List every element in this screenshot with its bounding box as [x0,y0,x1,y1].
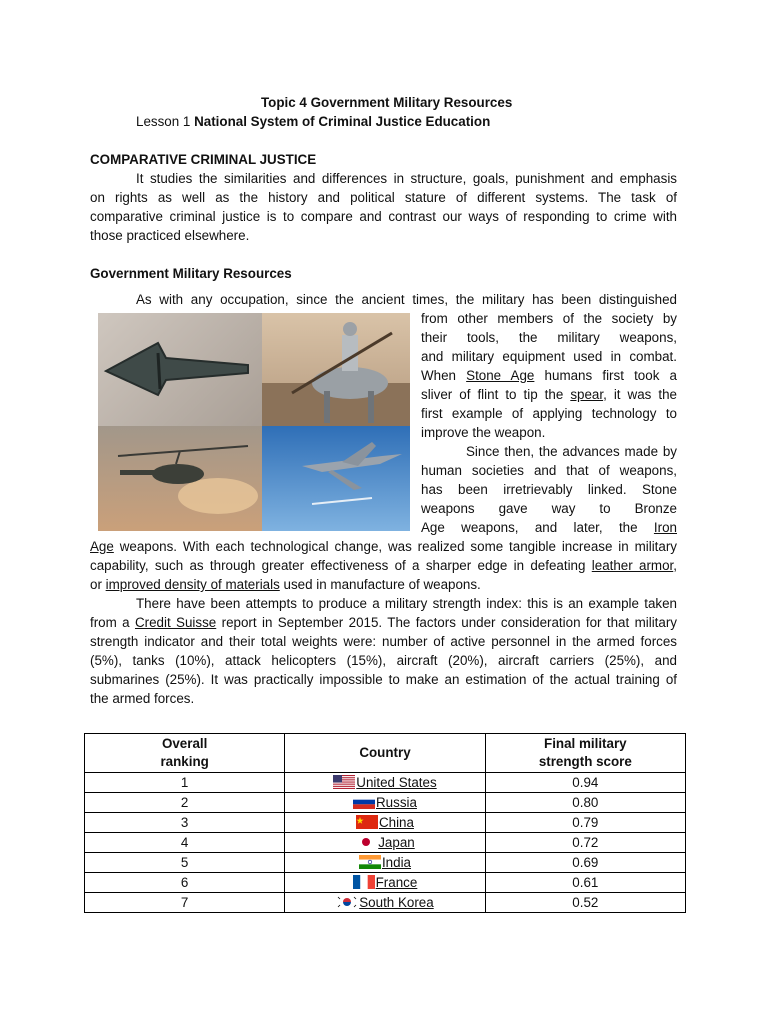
south-korea-flag-icon [336,895,358,909]
paragraph-line: submarines (25%). It was practically impossible to make an estimation of the actual training of [90,672,677,687]
rank-cell: 2 [85,793,285,813]
rank-cell: 1 [85,773,285,793]
china-flag-icon [356,815,378,829]
spearhead-image [98,313,262,426]
country-link[interactable]: Russia [376,795,417,810]
attack-helicopter-image [98,426,262,531]
lesson-title: National System of Criminal Justice Education [194,114,491,129]
paragraph-line: human societies and that of weapons, [421,463,677,478]
score-cell: 0.61 [485,873,685,893]
us-flag-icon [333,775,355,789]
table-row [85,773,686,793]
credit-suisse-link[interactable]: Credit Suisse [134,615,217,630]
country-link[interactable]: France [375,875,418,890]
lesson-line [136,112,490,131]
russia-flag-icon [353,795,375,809]
paragraph-line: Age weapons, and later, the Iron [421,520,677,535]
table-row [85,853,686,873]
leather-armor-link[interactable]: leather armor [591,558,674,573]
spear-link[interactable]: spear [570,387,604,402]
paragraph-line: Age weapons. With each technological change, was realized some tangible increase in military [90,539,677,554]
country-cell [285,853,485,873]
country-cell [285,773,485,793]
paragraph-line: first example of applying technology to [421,406,677,421]
country-link[interactable]: China [378,815,414,830]
rank-cell: 3 [85,813,285,833]
armored-knight-image [262,313,410,426]
table-row [85,893,686,913]
header-ranking: Overall ranking [85,734,285,773]
paragraph-line: improve the weapon. [421,425,546,440]
paragraph-line: has been irretrievably linked. Stone [421,482,677,497]
iron-age-link[interactable]: Age [90,539,114,554]
paragraph-line: the armed forces. [90,691,195,706]
country-link[interactable]: United States [356,775,437,790]
paragraph-line: from a Credit Suisse report in September 2015. The factors under consideration for that military [90,615,677,630]
score-cell: 0.72 [485,833,685,853]
table-header-row [85,734,686,773]
score-cell: 0.52 [485,893,685,913]
country-cell [285,813,485,833]
japan-flag-icon [355,835,377,849]
country-link[interactable]: South Korea [359,895,434,910]
section-heading-comparative: COMPARATIVE CRIMINAL JUSTICE [90,152,317,167]
paragraph-line: their tools, the military weapons, [421,330,677,345]
paragraph-line: weapons gave way to Bronze [421,501,677,516]
lesson-prefix: Lesson 1 [136,114,191,129]
score-cell: 0.79 [485,813,685,833]
table-row [85,813,686,833]
country-cell [285,893,485,913]
country-cell [285,833,485,853]
paragraph-line: There have been attempts to produce a military strength index: this is an example taken [136,596,677,611]
paragraph-line: capability, such as through greater effectiveness of a sharper edge in defeating leather armor, [90,558,677,573]
paragraph-line: Since then, the advances made by [466,444,677,459]
country-link[interactable]: India [381,855,411,870]
paragraph-line: It studies the similarities and differences in structure, goals, punishment and emphasis [136,171,677,186]
rank-cell: 5 [85,853,285,873]
paragraph-line: on rights as well as the history and political stature of different systems. The task of [90,190,677,205]
paragraph-line: As with any occupation, since the ancient times, the military has been distinguished [136,292,677,307]
stone-age-link[interactable]: Stone Age [466,368,535,383]
paragraph-line: and military equipment used in combat. [421,349,677,364]
score-cell: 0.69 [485,853,685,873]
section-heading-military: Government Military Resources [90,266,292,281]
paragraph-line: sliver of flint to tip the spear, it was the [421,387,677,402]
paragraph-line: from other members of the society by [421,311,677,326]
iron-link[interactable]: Iron [653,520,677,535]
paragraph-line: those practiced elsewhere. [90,228,250,243]
score-cell: 0.94 [485,773,685,793]
paragraph-line: When Stone Age humans first took a [421,368,677,383]
table-row [85,833,686,853]
paragraph-line: strength indicator and their total weights were: number of active personnel in the armed forces [90,634,677,649]
rank-cell: 4 [85,833,285,853]
paragraph-line: comparative criminal justice is to compare and contrast our ways of responding to crime with [90,209,677,224]
paragraph-line: or improved density of materials used in manufacture of weapons. [90,577,481,592]
improved-density-link[interactable]: improved density of materials [105,577,280,592]
country-link[interactable]: Japan [378,835,415,850]
table-row [85,793,686,813]
france-flag-icon [353,875,375,889]
country-cell [285,873,485,893]
rank-cell: 6 [85,873,285,893]
paragraph-line: (5%), tanks (10%), attack helicopters (15%), aircraft (20%), aircraft carriers (25%), and [90,653,677,668]
rank-cell: 7 [85,893,285,913]
page-title: Topic 4 Government Military Resources [261,95,513,110]
header-score: Final military strength score [485,734,685,773]
country-cell [285,793,485,813]
india-flag-icon [359,855,381,869]
header-country: Country [285,734,485,773]
table-row [85,873,686,893]
fighter-jet-image [262,426,410,531]
military-strength-table [84,733,686,913]
score-cell: 0.80 [485,793,685,813]
